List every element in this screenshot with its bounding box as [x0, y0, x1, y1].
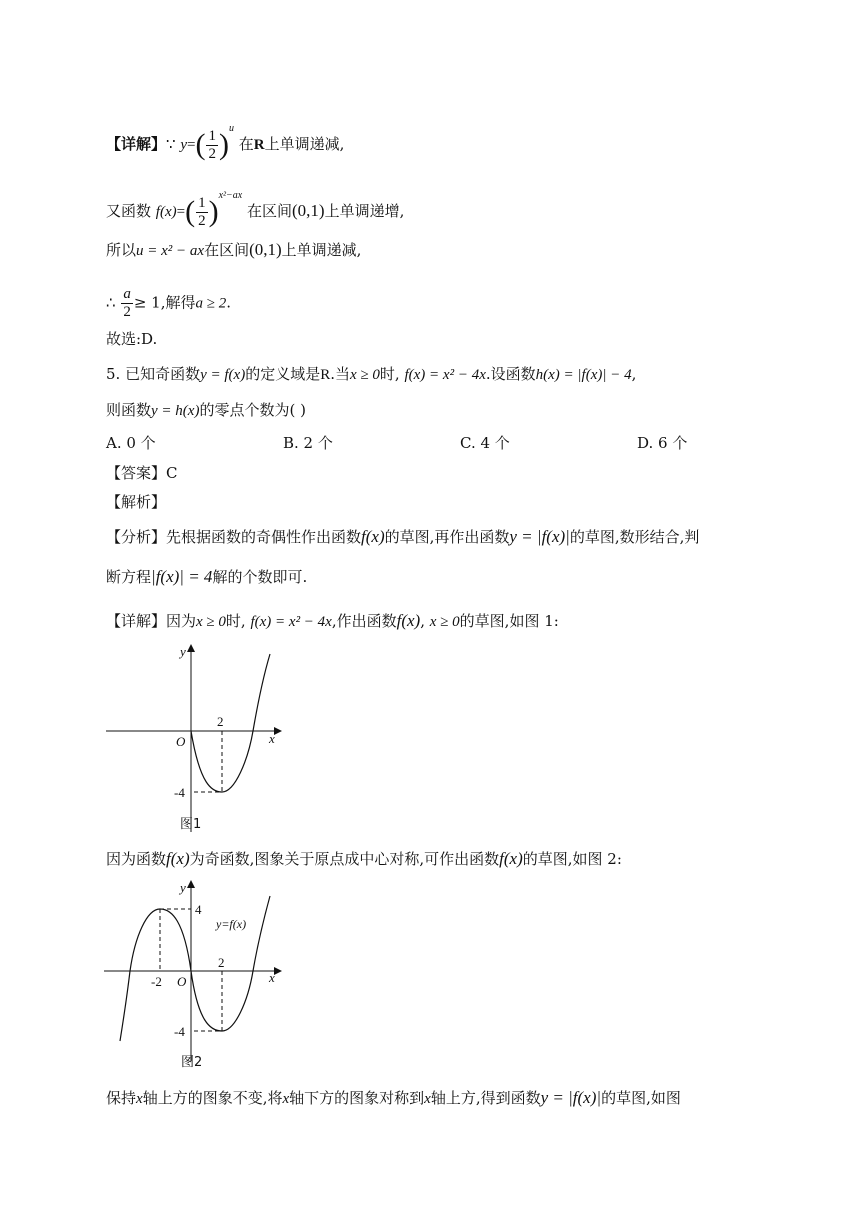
option-c: C. 4 个 [460, 434, 510, 452]
math-eq: = [187, 137, 196, 153]
question-5-line-1: 5. 已知奇函数y = f(x)的定义域是R.当x ≥ 0时, f(x) = x² − 4x.设函数h(x) = |f(x)| − 4, [106, 365, 637, 383]
fig2-origin: O [177, 974, 187, 989]
figure-1 [100, 640, 290, 840]
fig1-tick-y: -4 [174, 785, 185, 800]
fig2-tick-x-pos: 2 [218, 955, 225, 970]
question-5-line-2: 则函数y = h(x)的零点个数为( ) [106, 401, 306, 419]
fig2-curve-label: y=f(x) [216, 917, 247, 931]
question-number: 5. [106, 365, 121, 383]
math-u-expr: u = x² − ax [136, 243, 205, 259]
detail-line-2: 又函数 f(x)=( $\frac{1}{2}$ )$^{x^2-ax}$ 在区间(0,1)上单调递增, [106, 190, 405, 229]
detail-line-4: ∴ $\frac{a}{2}$ ≥ 1,解得a ≥ 2. [106, 286, 231, 320]
fig2-y-label: y [180, 880, 186, 895]
exponent-u: u [228, 123, 234, 134]
fig2-tick-y-pos: 4 [195, 902, 202, 917]
interval: (0,1) [292, 201, 325, 220]
analysis-line-2: 断方程|f(x)| = 4解的个数即可. [106, 567, 308, 586]
fig1-y-label: y [180, 644, 186, 659]
curve-fx [120, 896, 270, 1041]
fig2-tick-x-neg: -2 [151, 974, 162, 989]
math-a-geq-2: a ≥ 2 [195, 295, 227, 312]
fraction-half-2: $\frac{1}{2}$ [198, 194, 206, 229]
fig1-origin: O [176, 734, 186, 749]
real-set-R: R [253, 137, 265, 153]
fig2-caption: 图2 [181, 1055, 203, 1070]
fig1-x-label: x [269, 731, 275, 746]
fig2-x-label: x [269, 970, 275, 985]
figure-2 [100, 876, 290, 1076]
math-fx: f(x) [155, 204, 177, 220]
detail-2-line: 【详解】因为x ≥ 0时, f(x) = x² − 4x,作出函数f(x), x ≥ 0的草图,如图 1: [106, 611, 559, 630]
fig2-tick-y-neg: -4 [174, 1024, 185, 1039]
fig1-tick-x: 2 [217, 714, 224, 729]
therefore-symbol: ∴ [106, 293, 116, 312]
interval-2: (0,1) [249, 240, 282, 259]
because-symbol: ∵ [166, 135, 176, 153]
paragraph-2: 因为函数f(x)为奇函数,图象关于原点成中心对称,可作出函数f(x)的草图,如图 2: [106, 849, 622, 868]
detail-line-3: 所以u = x² − ax在区间(0,1)上单调递减, [106, 240, 362, 259]
exponent-expr: x²−ax [218, 190, 243, 201]
paragraph-3: 保持x轴上方的图象不变,将x轴下方的图象对称到x轴上方,得到函数y = |f(x)|的草图,如图 [106, 1088, 681, 1107]
option-a: A. 0 个 [106, 434, 156, 452]
analysis-line-1: 【分析】先根据函数的奇偶性作出函数f(x)的草图,再作出函数y = |f(x)|的草图,数形结合,判 [106, 527, 700, 546]
option-b: B. 2 个 [283, 434, 333, 452]
curve-fx-right [191, 654, 270, 792]
detail-tag: 【详解】 [106, 135, 167, 153]
detail-line-1: 【详解】∵ y=( $\frac{1}{2}$ )$^u$ 在R上单调递减, [106, 123, 345, 162]
fraction-half: $\frac{1}{2}$ [208, 127, 216, 162]
fig1-caption: 图1 [180, 817, 202, 832]
answer-line: 【答案】C [106, 464, 178, 482]
fraction-a-over-2: $\frac{a}{2}$ [123, 286, 131, 320]
choice-line: 故选:D. [106, 330, 158, 348]
math-y: y [180, 137, 188, 153]
option-d: D. 6 个 [637, 434, 688, 452]
analysis-heading: 【解析】 [106, 493, 167, 511]
